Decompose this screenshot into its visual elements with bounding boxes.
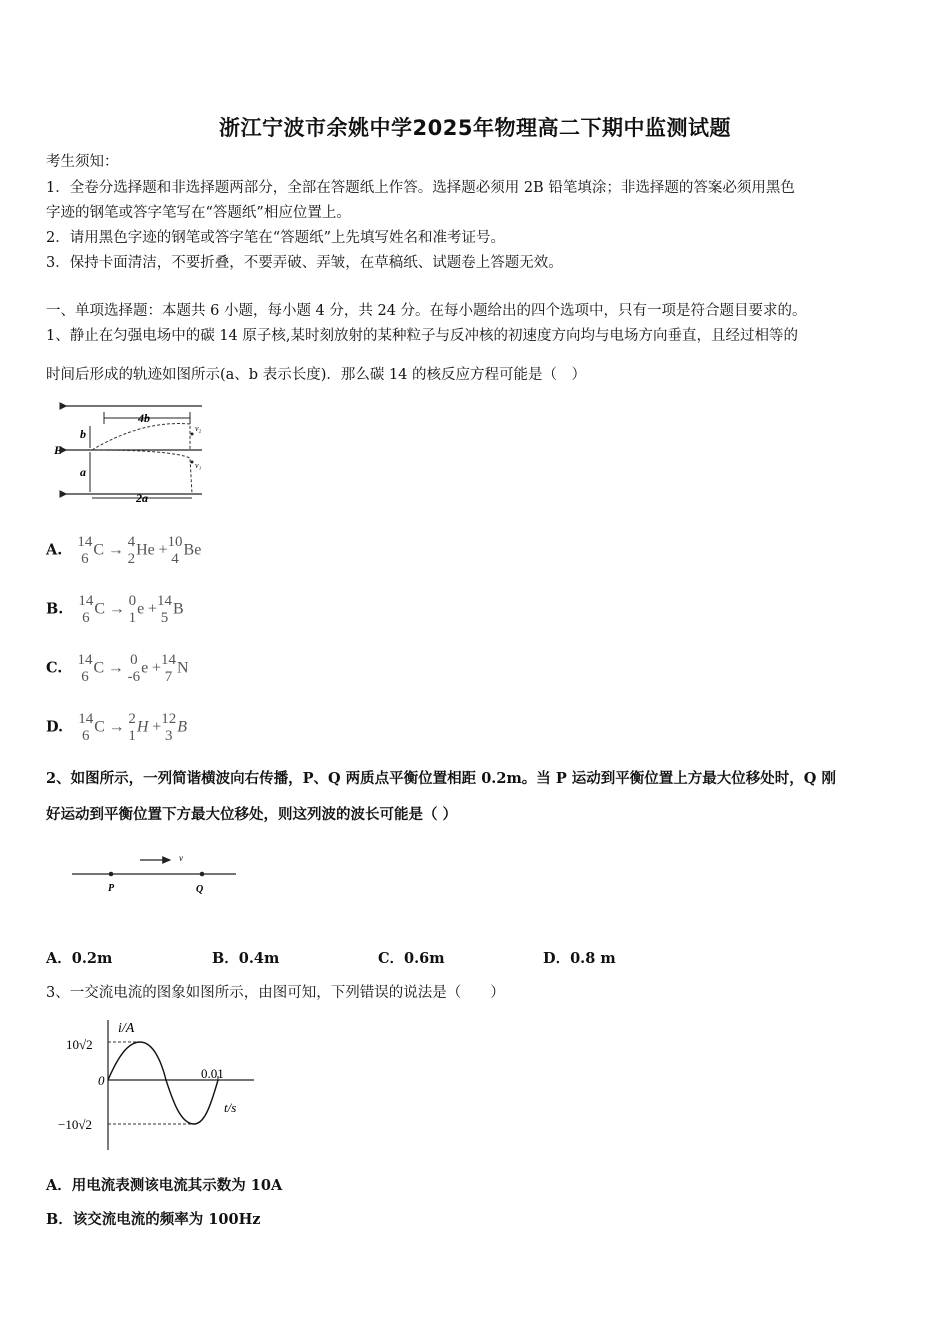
label-E: E	[54, 443, 63, 457]
sine-curve	[108, 1042, 218, 1124]
label-v1: v₁	[195, 461, 202, 470]
q1-option-d[interactable]: D. 14 6 C → 2 1 H + 12 3 B	[46, 711, 187, 744]
notice-heading: 考生须知：	[46, 154, 119, 170]
section-heading: 一、单项选择题：本题共 6 小题，每小题 4 分，共 24 分。在每小题给出的四个选项中，只有一项是符合题目要求的。	[46, 303, 807, 319]
q3-stem: 3、一交流电流的图象如图所示，由图可知，下列错误的说法是（ ）	[46, 985, 505, 1001]
q1-option-b[interactable]: B. 14 6 C → 0 1 e + 14 5 B	[46, 593, 184, 626]
y-max-label: 10√2	[66, 1037, 93, 1052]
q1-stem-line-2: 时间后形成的轨迹如图所示(a、b 表示长度)．那么碳 14 的核反应方程可能是（ ）	[46, 367, 587, 383]
point-p	[109, 872, 114, 877]
label-2a: 2a	[136, 491, 148, 502]
label-a: a	[80, 465, 86, 479]
label-v: v	[179, 853, 183, 863]
q2-option-a[interactable]: A．0.2m	[46, 950, 113, 967]
q1-option-a[interactable]: A. 14 6 C → 4 2 He + 10 4 Be	[46, 534, 202, 567]
trajectory-lower	[92, 450, 192, 494]
q1-trajectory-figure	[52, 398, 212, 502]
x-tick-label: 0.01	[201, 1066, 224, 1081]
q2-option-c[interactable]: C．0.6m	[378, 950, 445, 967]
label-v2: v₂	[195, 424, 202, 433]
notice-line-1b: 字迹的钢笔或答字笔写在“答题纸”相应位置上。	[46, 205, 351, 221]
point-q	[200, 872, 205, 877]
q3-option-b[interactable]: B．该交流电流的频率为 100Hz	[46, 1211, 261, 1228]
y-axis-label: i/A	[118, 1021, 135, 1036]
notice-line-2: 2．请用黑色字迹的钢笔或答字笔在“答题纸”上先填写姓名和准考证号。	[46, 230, 506, 246]
q3-ac-current-graph	[58, 1014, 258, 1152]
q2-stem-line-2: 好运动到平衡位置下方最大位移处，则这列波的波长可能是（ ）	[46, 806, 458, 823]
label-4b: 4b	[138, 411, 150, 425]
page-title: 浙江宁波市余姚中学2025年物理高二下期中监测试题	[219, 116, 731, 140]
q2-option-b[interactable]: B．0.4m	[212, 950, 280, 967]
trajectory-upper	[92, 424, 190, 450]
notice-line-1a: 1．全卷分选择题和非选择题两部分，全部在答题纸上作答。选择题必须用 2B 铅笔填涂；非选择题的答案必须用黑色	[46, 180, 795, 196]
q1-option-c[interactable]: C. 14 6 C → 0 -6 e + 14 7 N	[46, 652, 189, 685]
notice-line-3: 3．保持卡面清洁，不要折叠，不要弄破、弄皱，在草稿纸、试题卷上答题无效。	[46, 255, 563, 271]
y-min-label: −10√2	[58, 1117, 92, 1132]
q3-option-a[interactable]: A．用电流表测该电流其示数为 10A	[46, 1177, 283, 1194]
origin-label: 0	[98, 1073, 105, 1088]
label-q: Q	[196, 884, 204, 895]
label-p: P	[108, 883, 115, 894]
q1-stem-line-1: 1、静止在匀强电场中的碳 14 原子核,某时刻放射的某种粒子与反冲核的初速度方向均与电场方向垂直，且经过相等的	[46, 328, 798, 344]
q2-stem-line-1: 2、如图所示，一列简谐横波向右传播，P、Q 两质点平衡位置相距 0.2m。当 P 运动到平衡位置上方最大位移处时，Q 刚	[46, 770, 836, 787]
x-axis-label: t/s	[224, 1100, 237, 1115]
label-b: b	[80, 427, 86, 441]
q2-option-d[interactable]: D．0.8 m	[543, 950, 616, 967]
q2-wave-figure	[68, 850, 240, 900]
